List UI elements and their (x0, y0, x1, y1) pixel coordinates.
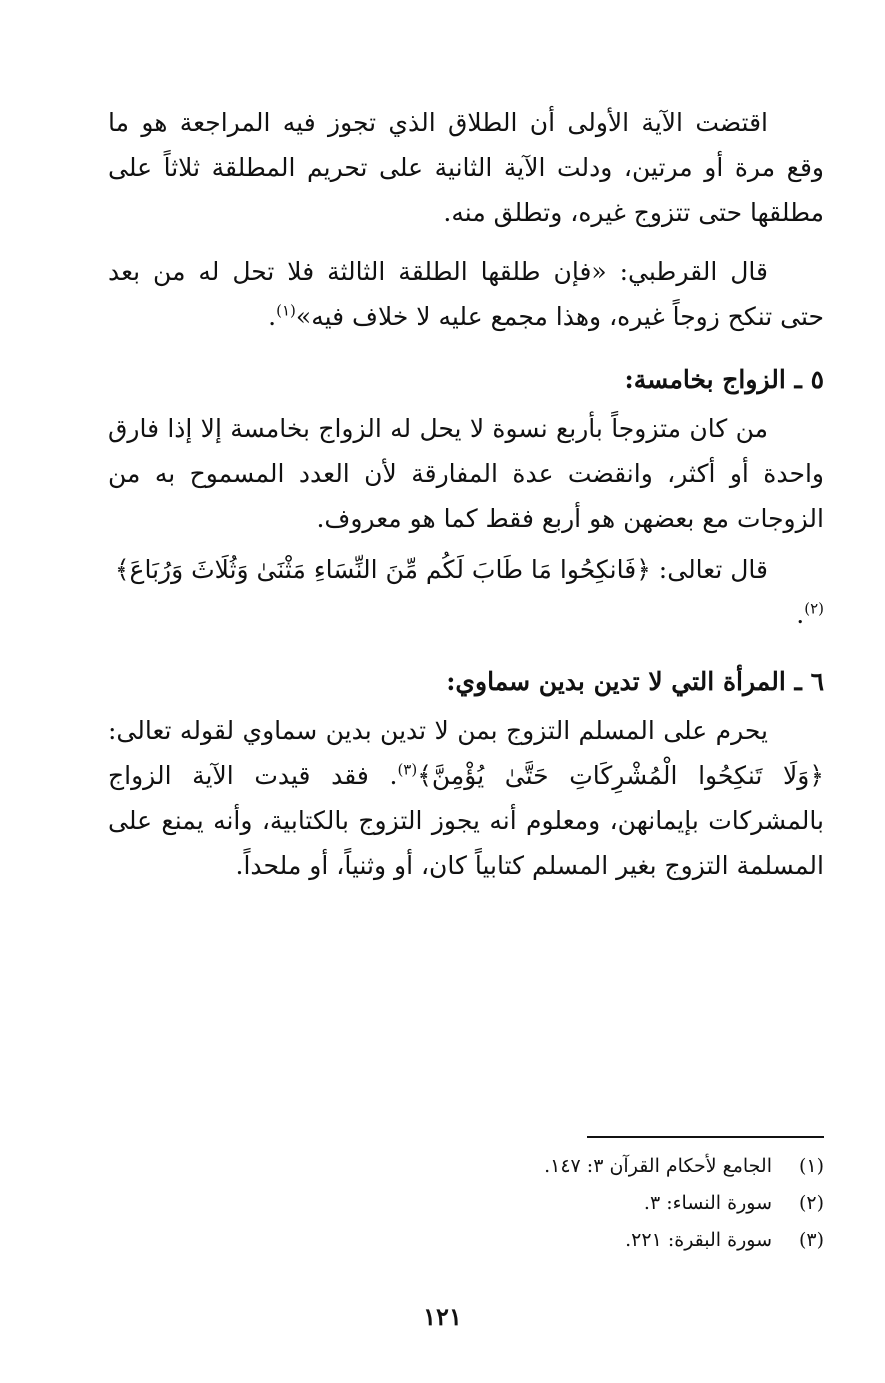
section-number-5: ٥ ـ (794, 365, 824, 394)
footnote-ref-1[interactable]: (١) (276, 301, 296, 320)
footnote-number: (١) (798, 1155, 824, 1177)
footnote-text: سورة البقرة: ٢٢١. (625, 1229, 772, 1251)
paragraph-section-5 (108, 406, 824, 541)
verse-intro-5: قال تعالى: (650, 555, 768, 584)
section-number-6: ٦ ـ (794, 667, 824, 696)
footnote-divider (587, 1136, 824, 1138)
paragraph-intro (108, 100, 824, 235)
footnote-text: سورة النساء: ٣. (643, 1192, 772, 1214)
qurtubi-quote-text: قال القرطبي: «فإن طلقها الطلقة الثالثة فلا تحل له من بعد حتى تنكح زوجاً غيره، وهذا مجمع عليه لا خلاف فيه» (108, 257, 824, 331)
paragraph-section-6-start: يحرم على المسلم التزوج بمن لا تدين بدين سماوي لقوله تعالى: (108, 716, 768, 745)
footnote-item (344, 1185, 824, 1222)
verse-end-5: . (796, 600, 805, 629)
section-heading-5 (108, 357, 824, 402)
page-number: ١٢١ (423, 1302, 462, 1331)
footnote-item (344, 1222, 824, 1259)
footnotes-list (344, 1148, 824, 1259)
paragraph-section-5-text: من كان متزوجاً بأربع نسوة لا يحل له الزواج بخامسة إلا إذا فارق واحدة أو أكثر، وانقضت عدة المفارقة لأن العدد المسموح به من الزوجات مع بعضهن هو أربع فقط كما هو معروف. (108, 414, 824, 533)
footnote-ref-2[interactable]: (٢) (804, 599, 824, 618)
footnote-ref-3[interactable]: (٣) (397, 760, 418, 779)
footnote-number: (٣) (798, 1229, 824, 1251)
footnote-item (344, 1148, 824, 1185)
paragraph-section-6 (108, 708, 824, 888)
section-heading-6 (108, 659, 824, 704)
qurtubi-quote-end: . (268, 302, 277, 331)
footnote-number: (٢) (798, 1192, 824, 1214)
paragraph-intro-text: اقتضت الآية الأولى أن الطلاق الذي تجوز فيه المراجعة هو ما وقع مرة أو مرتين، ودلت الآية الثانية على تحريم المطلقة ثلاثاً على مطلقها حتى تتزوج غيره، وتطلق منه. (108, 108, 824, 227)
paragraph-section-6-end: . فقد قيدت الآية الزواج بالمشركات بإيمانهن، ومعلوم أنه يجوز التزوج بالكتابية، وأنه يمنع على المسلمة التزوج بغير المسلم كتابياً كان، أو وثنياً، أو ملحداً. (108, 761, 824, 880)
quran-verse-6: ﴿وَلَا تَنكِحُوا الْمُشْرِكَاتِ حَتَّىٰ يُؤْمِنَّ﴾ (417, 761, 824, 790)
paragraph-qurtubi-quote (108, 249, 824, 339)
page-body (108, 100, 824, 888)
verse-line-section-5 (108, 547, 824, 637)
section-title-6: المرأة التي لا تدين بدين سماوي: (446, 667, 786, 696)
quran-verse-5: ﴿فَانكِحُوا مَا طَابَ لَكُم مِّنَ النِّسَاءِ مَثْنَىٰ وَثُلَاثَ وَرُبَاعَ﴾ (114, 555, 651, 584)
section-title-5: الزواج بخامسة: (624, 365, 786, 394)
footnote-text: الجامع لأحكام القرآن ٣: ١٤٧. (544, 1155, 772, 1177)
